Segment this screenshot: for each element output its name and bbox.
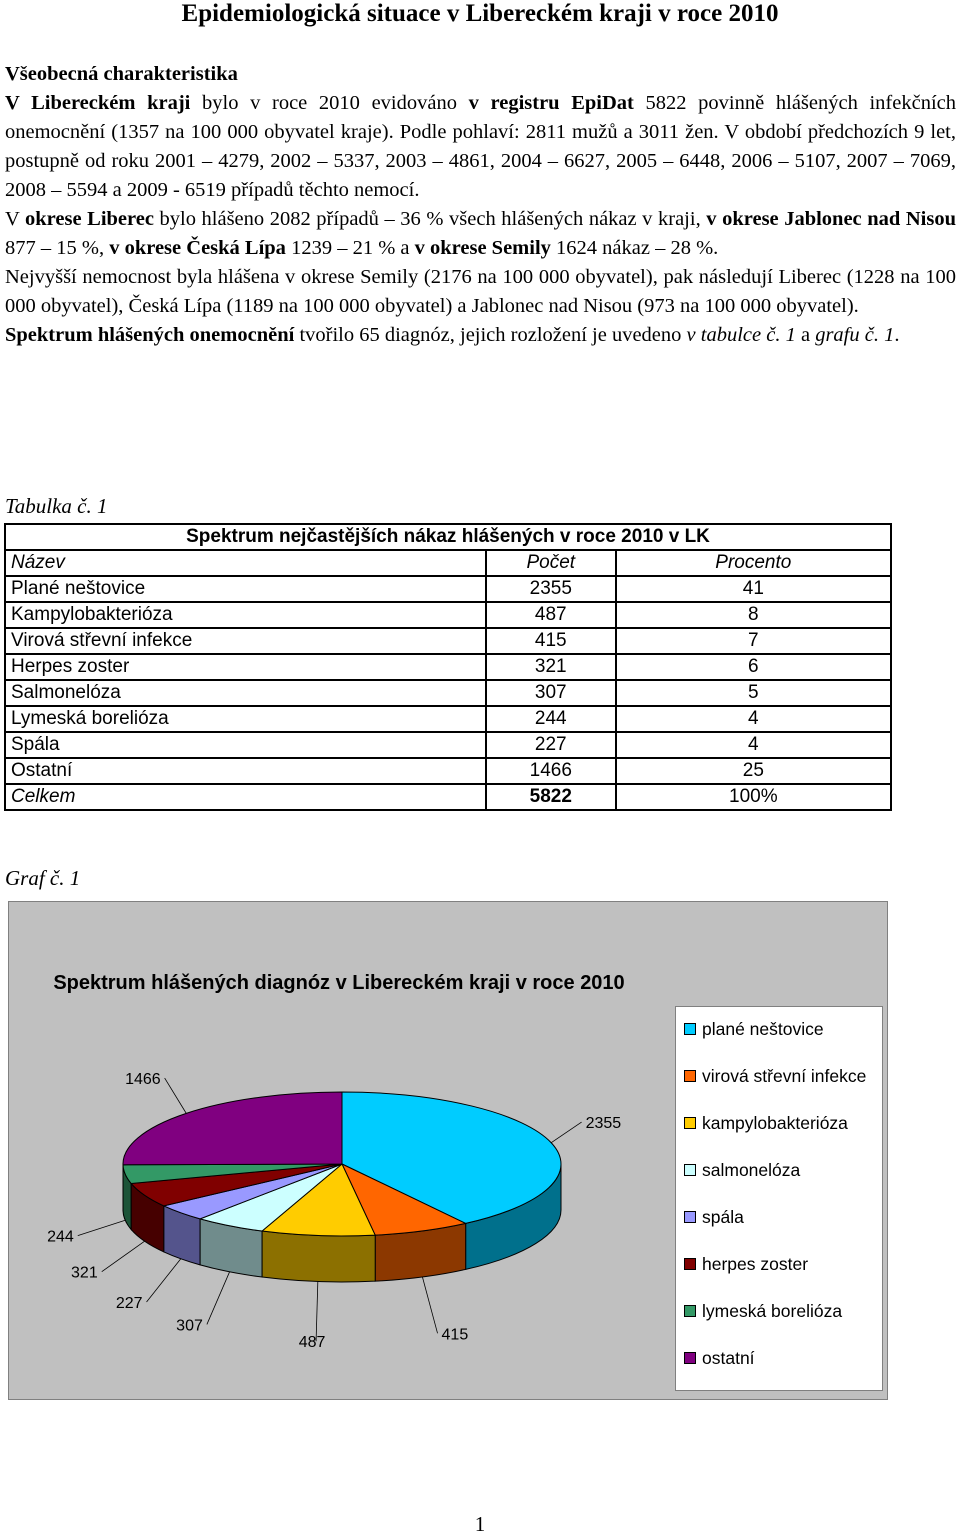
bold-span: Spektrum hlášených onemocnění	[5, 324, 295, 346]
table-row	[5, 576, 891, 602]
table-row	[5, 602, 891, 628]
data-label: 244	[47, 1228, 74, 1246]
paragraph-heading	[5, 60, 956, 89]
legend-swatch	[684, 1305, 696, 1317]
legend-item	[684, 1065, 866, 1087]
label-leader-line	[165, 1078, 187, 1113]
table-caption: Tabulka č. 1	[5, 494, 108, 518]
legend-swatch	[684, 1211, 696, 1223]
header-percent: Procento	[616, 550, 891, 576]
pie-side-kampylobakterióza	[262, 1231, 375, 1282]
bold-span: V Libereckém kraji	[5, 92, 191, 114]
bold-span: v okrese Jablonec nad Nisou	[706, 208, 956, 230]
legend-label: kampylobakterióza	[702, 1113, 848, 1133]
row-percent: 4	[616, 706, 891, 732]
text-span: a	[795, 324, 816, 346]
legend-item	[684, 1300, 842, 1322]
row-count: 2355	[486, 576, 616, 602]
diseases-table	[4, 523, 892, 811]
text-span: 1624 nákaz – 28 %.	[550, 237, 719, 259]
legend-item	[684, 1159, 800, 1181]
paragraph-3: Nejvyšší nemocnost byla hlášena v okrese Semily (2176 na 100 000 obyvatel), pak následují Liberec (1228 na 100 000 obyvatel), Česká Lípa (1189 na 100 000 obyvatel) a Jablonec nad Nisou (973 na 100 000 obyvatel).	[5, 266, 956, 317]
data-label: 227	[115, 1294, 143, 1312]
row-name: Lymeská borelióza	[5, 706, 486, 732]
label-leader-line	[316, 1282, 318, 1342]
text-span: 1239 – 21 % a	[285, 237, 415, 259]
legend-swatch	[684, 1352, 696, 1364]
legend-label: ostatní	[702, 1348, 755, 1368]
chart-title: Spektrum hlášených diagnóz v Libereckém kraji v roce 2010	[53, 972, 625, 994]
chart-legend	[675, 1006, 883, 1391]
text-span: tvořilo 65 diagnóz, jejich rozložení je uvedeno	[294, 324, 687, 346]
label-leader-line	[422, 1277, 437, 1333]
italic-span: v tabulce č. 1	[686, 324, 796, 346]
legend-label: spála	[702, 1207, 744, 1227]
table-row	[5, 732, 891, 758]
legend-label: lymeská borelióza	[702, 1301, 843, 1321]
header-count: Počet	[486, 550, 616, 576]
body-text	[5, 60, 956, 350]
bold-span: v okrese Česká Lípa	[109, 237, 286, 259]
legend-swatch	[684, 1117, 696, 1129]
total-count: 5822	[486, 784, 616, 810]
text-span: 877 – 15 %,	[5, 237, 110, 259]
legend-label: virová střevní infekce	[702, 1066, 867, 1086]
table-row	[5, 654, 891, 680]
row-percent: 5	[616, 680, 891, 706]
label-leader-line	[147, 1259, 181, 1302]
legend-label: herpes zoster	[702, 1254, 809, 1274]
row-name: Plané neštovice	[5, 576, 486, 602]
row-percent: 8	[616, 602, 891, 628]
table-title: Spektrum nejčastějších nákaz hlášených v roce 2010 v LK	[5, 524, 891, 550]
row-count: 415	[486, 628, 616, 654]
bold-span: okrese Liberec	[25, 208, 154, 230]
data-label: 321	[71, 1264, 98, 1282]
bold-span: v okrese Semily	[414, 237, 551, 259]
legend-item	[684, 1253, 808, 1275]
paragraph-2	[5, 205, 956, 263]
row-name: Virová střevní infekce	[5, 628, 486, 654]
legend-swatch	[684, 1070, 696, 1082]
row-name: Ostatní	[5, 758, 486, 784]
row-count: 321	[486, 654, 616, 680]
table-header-row	[5, 550, 891, 576]
table-total-row	[5, 784, 891, 810]
row-name: Spála	[5, 732, 486, 758]
row-count: 244	[486, 706, 616, 732]
row-count: 1466	[486, 758, 616, 784]
legend-item	[684, 1112, 848, 1134]
legend-swatch	[684, 1258, 696, 1270]
table-row	[5, 758, 891, 784]
data-label: 2355	[585, 1115, 622, 1133]
row-percent: 25	[616, 758, 891, 784]
pie-slice-ostatní	[123, 1092, 342, 1165]
row-name: Kampylobakterióza	[5, 602, 486, 628]
label-leader-line	[102, 1241, 145, 1272]
italic-span: grafu č. 1	[815, 324, 895, 346]
data-label: 1466	[125, 1071, 161, 1089]
text-span: 5822 povinně hlášených infekčních onemocnění (1357 na 100 000 obyvatel kraje). Podle pohlaví: 2811 mužů a 3011 žen. V období předchozích 9 let, postupně od roku 2001 – 4279, 2002 – 5337, 2003 – 4861, 2004 – 6627, 2005 – 6448, 2006 – 5107, 2007 – 7069, 2008 – 5594 a 2009 - 6519 případů těchto nemocí.	[5, 92, 956, 201]
page-title: Epidemiologická situace v Libereckém kraji v roce 2010	[181, 0, 779, 27]
row-percent: 6	[616, 654, 891, 680]
row-percent: 4	[616, 732, 891, 758]
legend-item	[684, 1347, 755, 1369]
legend-label: plané neštovice	[702, 1019, 824, 1039]
label-leader-line	[551, 1122, 581, 1143]
legend-label: salmonelóza	[702, 1160, 801, 1180]
legend-item	[684, 1206, 744, 1228]
data-label: 487	[298, 1334, 326, 1352]
text-span: .	[894, 324, 900, 346]
header-name: Název	[5, 550, 486, 576]
data-label: 415	[441, 1326, 469, 1344]
legend-item	[684, 1018, 824, 1040]
table-title-row	[5, 524, 891, 550]
total-percent: 100%	[616, 784, 891, 810]
legend-swatch	[684, 1164, 696, 1176]
row-name: Salmonelóza	[5, 680, 486, 706]
row-name: Herpes zoster	[5, 654, 486, 680]
table-row	[5, 628, 891, 654]
text-span: V	[5, 208, 26, 230]
table-row	[5, 706, 891, 732]
total-name: Celkem	[5, 784, 486, 810]
row-count: 227	[486, 732, 616, 758]
data-label: 307	[176, 1317, 203, 1335]
row-count: 307	[486, 680, 616, 706]
page-number: 1	[474, 1512, 486, 1536]
bold-span: v registru EpiDat	[468, 92, 634, 114]
row-percent: 41	[616, 576, 891, 602]
row-percent: 7	[616, 628, 891, 654]
text-span: bylo hlášeno 2082 případů – 36 % všech hlášených nákaz v kraji,	[153, 208, 707, 230]
graph-caption: Graf č. 1	[5, 866, 81, 890]
text-span: bylo v roce 2010 evidováno	[190, 92, 469, 114]
paragraph-1	[5, 89, 956, 205]
pie-chart	[8, 901, 888, 1400]
paragraph-4	[5, 321, 956, 350]
label-leader-line	[207, 1272, 230, 1325]
label-leader-line	[78, 1220, 125, 1235]
section-heading: Všeobecná charakteristika	[5, 63, 238, 85]
legend-swatch	[684, 1023, 696, 1035]
row-count: 487	[486, 602, 616, 628]
table-row	[5, 680, 891, 706]
